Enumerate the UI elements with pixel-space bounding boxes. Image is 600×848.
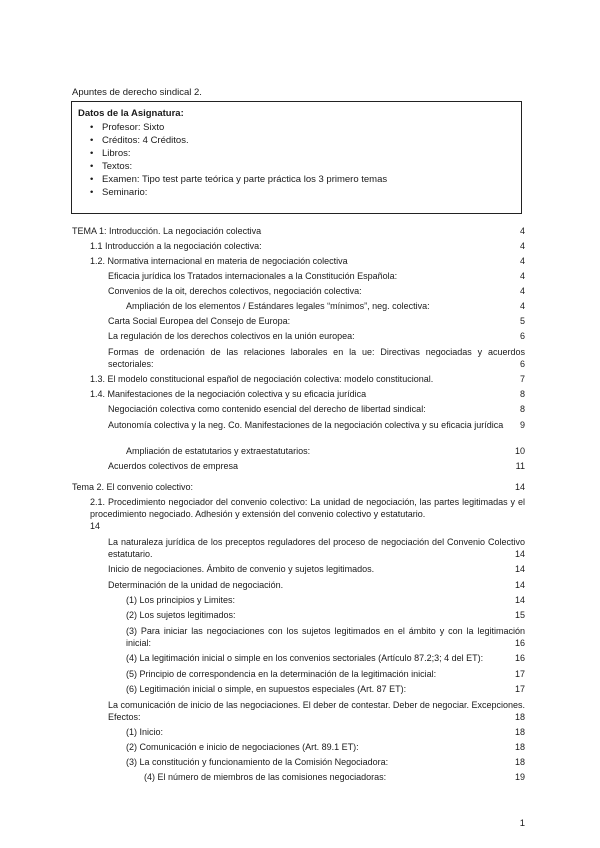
toc-entry[interactable]: Autonomía colectiva y la neg. Co. Manifestaciones de la negociación colectiva y su eficacia jurídica 9 — [108, 420, 525, 430]
toc-entry[interactable]: (3) La constitución y funcionamiento de la Comisión Negociadora: 18 — [126, 757, 525, 767]
toc-page-number: 14 — [514, 595, 525, 605]
toc-entry[interactable]: Formas de ordenación de las relaciones laborales en la ue: Directivas negociadas y acuerdos sectoriales: 6 — [108, 347, 525, 369]
toc-page-number: 4 — [519, 286, 525, 296]
toc-entry[interactable]: (4) El número de miembros de las comisiones negociadoras: 19 — [144, 772, 525, 782]
course-info-box — [71, 101, 522, 214]
toc-page-number: 15 — [514, 610, 525, 620]
toc-entry[interactable]: La regulación de los derechos colectivos en la unión europea: 6 — [108, 331, 525, 341]
toc-page-number: 14 — [514, 564, 525, 574]
toc-entry[interactable]: (2) Los sujetos legitimados: 15 — [126, 610, 525, 620]
toc-entry[interactable]: (6) Legitimación inicial o simple, en supuestos especiales (Art. 87 ET): 17 — [126, 684, 525, 694]
toc-entry[interactable]: La naturaleza jurídica de los preceptos reguladores del proceso de negociación del Convenio Colectivo estatutario. 14 — [108, 537, 525, 559]
toc-entry[interactable]: (3) Para iniciar las negociaciones con los sujetos legitimados en el ámbito y con la legitimación inicial: 16 — [126, 626, 525, 648]
toc-page-number: 16 — [514, 638, 525, 648]
bullet-icon: • — [90, 122, 94, 133]
bullet-icon: • — [90, 174, 94, 185]
toc-page-number: 14 — [90, 521, 101, 531]
toc-entry[interactable]: Acuerdos colectivos de empresa 11 — [108, 461, 525, 471]
toc-entry[interactable]: La comunicación de inicio de las negociaciones. El deber de contestar. Deber de negociar. Excepciones. Efectos: 18 — [108, 700, 525, 722]
toc-page-number: 19 — [514, 772, 525, 782]
toc-page-number: 6 — [519, 331, 525, 341]
course-info-title: Datos de la Asignatura: — [78, 108, 184, 119]
toc-entry[interactable]: (2) Comunicación e inicio de negociaciones (Art. 89.1 ET): 18 — [126, 742, 525, 752]
toc-page-number: 18 — [514, 727, 525, 737]
toc-page-number: 10 — [514, 446, 525, 456]
toc-page-number: 4 — [519, 301, 525, 311]
bullet-icon: • — [90, 148, 94, 159]
toc-entry[interactable]: 1.4. Manifestaciones de la negociación colectiva y su eficacia jurídica 8 — [90, 389, 525, 399]
document-title: Apuntes de derecho sindical 2. — [72, 87, 202, 98]
toc-page-number: 14 — [514, 482, 525, 492]
toc-page-number: 17 — [514, 684, 525, 694]
toc-page-number: 16 — [514, 653, 525, 663]
toc-page-number: 6 — [519, 359, 525, 369]
toc-entry[interactable]: Inicio de negociaciones. Ámbito de convenio y sujetos legitimados. 14 — [108, 564, 525, 574]
toc-entry[interactable]: (4) La legitimación inicial o simple en los convenios sectoriales (Artículo 87.2;3; 4 del ET): 16 — [126, 653, 525, 663]
toc-page-number: 14 — [514, 549, 525, 559]
toc-entry[interactable]: Eficacia jurídica los Tratados internacionales a la Constitución Española: 4 — [108, 271, 525, 281]
toc-page-number: 9 — [519, 420, 525, 430]
toc-entry[interactable]: Negociación colectiva como contenido esencial del derecho de libertad sindical: 8 — [108, 404, 525, 414]
toc-entry-tema-2[interactable]: Tema 2. El convenio colectivo: 14 — [72, 482, 525, 492]
toc-entry[interactable]: Ampliación de los elementos / Estándares legales “mínimos”, neg. colectiva: 4 — [126, 301, 525, 311]
bullet-icon: • — [90, 161, 94, 172]
toc-entry-tema-1[interactable]: TEMA 1: Introducción. La negociación colectiva 4 — [72, 226, 525, 236]
toc-entry[interactable]: 1.1 Introducción a la negociación colectiva: 4 — [90, 241, 525, 251]
course-info-item: • Profesor: Sixto — [90, 122, 165, 133]
toc-entry[interactable]: Determinación de la unidad de negociación. 14 — [108, 580, 525, 590]
toc-page-number: 4 — [519, 241, 525, 251]
toc-entry[interactable]: 2.1. Procedimiento negociador del convenio colectivo: La unidad de negociación, las partes legitimadas y el procedimiento negociado. Adhesión y extensión del convenio colectivo y estatutario. 14 — [90, 497, 525, 531]
toc-entry[interactable]: Ampliación de estatutarios y extraestatutarios: 10 — [126, 446, 525, 456]
toc-entry[interactable]: (5) Principio de correspondencia en la determinación de la legitimación inicial: 17 — [126, 669, 525, 679]
toc-page-number: 7 — [519, 374, 525, 384]
toc-entry[interactable]: Convenios de la oit, derechos colectivos, negociación colectiva: 4 — [108, 286, 525, 296]
toc-page-number: 18 — [514, 757, 525, 767]
toc-page-number: 18 — [514, 712, 525, 722]
toc-page-number: 18 — [514, 742, 525, 752]
toc-page-number: 4 — [519, 256, 525, 266]
toc-page-number: 14 — [514, 580, 525, 590]
course-info-list — [78, 121, 521, 199]
toc-page-number: 8 — [519, 404, 525, 414]
page-number: 1 — [519, 818, 525, 829]
toc-entry[interactable]: Carta Social Europea del Consejo de Europa: 5 — [108, 316, 525, 326]
toc-entry[interactable]: 1.2. Normativa internacional en materia de negociación colectiva 4 — [90, 256, 525, 266]
toc-page-number: 11 — [515, 461, 525, 471]
course-info-item: • Seminario: — [90, 187, 148, 198]
course-info-item: • Textos: — [90, 161, 133, 172]
toc-page-number: 5 — [519, 316, 525, 326]
toc-entry[interactable]: (1) Los principios y Limites: 14 — [126, 595, 525, 605]
course-info-item: • Créditos: 4 Créditos. — [90, 135, 189, 146]
bullet-icon: • — [90, 135, 94, 146]
toc-page-number: 4 — [519, 271, 525, 281]
toc-page-number: 4 — [519, 226, 525, 236]
course-info-item: • Examen: Tipo test parte teórica y parte práctica los 3 primero temas — [90, 174, 388, 185]
bullet-icon: • — [90, 187, 94, 198]
toc-page-number: 8 — [519, 389, 525, 399]
course-info-item: • Libros: — [90, 148, 131, 159]
toc-entry[interactable]: (1) Inicio: 18 — [126, 727, 525, 737]
toc-page-number: 17 — [514, 669, 525, 679]
toc-entry[interactable]: 1.3. El modelo constitucional español de negociación colectiva: modelo constitucional. 7 — [90, 374, 525, 384]
